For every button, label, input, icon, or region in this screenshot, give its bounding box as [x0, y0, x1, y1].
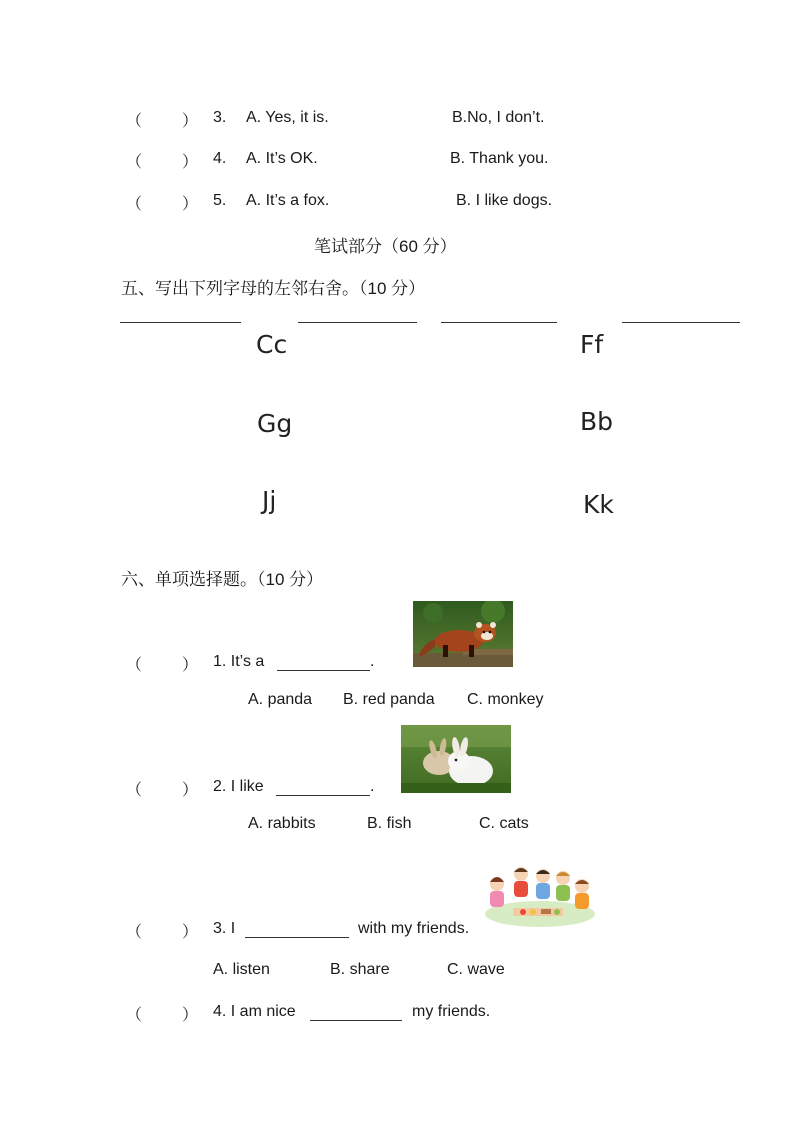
section-5-title: 五、写出下列字母的左邻右舍。（10 分）	[121, 279, 426, 298]
answer-line[interactable]	[622, 322, 740, 323]
answer-paren-close: ）	[182, 1007, 199, 1024]
question-number: 3.	[213, 109, 227, 126]
question-4-prefix: 4. I am nice	[213, 1003, 296, 1020]
answer-paren-close: ）	[182, 924, 199, 941]
question-number: 5.	[213, 192, 227, 209]
question-1-option-b: B. red panda	[343, 691, 435, 708]
question-1-option-c: C. monkey	[467, 691, 544, 708]
answer-paren-open: （	[126, 924, 143, 941]
question-4-blank[interactable]	[310, 1020, 402, 1021]
written-part-title: 笔试部分（60 分）	[314, 237, 457, 256]
option-a: A. It’s a fox.	[246, 192, 330, 209]
question-1-option-a: A. panda	[248, 691, 313, 708]
option-b: B. I like dogs.	[456, 192, 553, 209]
question-number: 4.	[213, 150, 227, 167]
option-a: A. Yes, it is.	[246, 109, 329, 126]
question-2-option-c: C. cats	[479, 815, 529, 832]
answer-paren-close: ）	[182, 657, 199, 674]
answer-line[interactable]	[298, 322, 417, 323]
option-b: B.No, I don’t.	[452, 109, 545, 126]
answer-line[interactable]	[441, 322, 557, 323]
question-1-prefix: 1. It’s a	[213, 653, 265, 670]
letter-pair-ff: Ff	[580, 330, 604, 359]
rabbits-photo	[401, 725, 511, 793]
question-2-blank[interactable]	[276, 795, 370, 796]
letter-pair-bb: Bb	[580, 407, 614, 436]
answer-paren-close: ）	[182, 782, 199, 799]
letter-pair-cc: Cc	[256, 330, 288, 359]
answer-paren-close: ）	[182, 113, 199, 130]
question-3-suffix: with my friends.	[358, 920, 470, 937]
question-2-option-a: A. rabbits	[248, 815, 316, 832]
answer-paren-open: （	[126, 657, 143, 674]
answer-line[interactable]	[120, 322, 241, 323]
question-3-option-a: A. listen	[213, 961, 270, 978]
question-1-blank[interactable]	[277, 670, 370, 671]
answer-paren-open: （	[126, 196, 143, 213]
letter-pair-kk: Kk	[583, 490, 614, 519]
question-2-option-b: B. fish	[367, 815, 412, 832]
question-2-prefix: 2. I like	[213, 778, 264, 795]
red-panda-photo	[413, 601, 513, 667]
letter-pair-gg: Gg	[257, 409, 293, 438]
question-1-suffix: .	[370, 653, 375, 670]
question-3-option-c: C. wave	[447, 961, 505, 978]
answer-paren-open: （	[126, 154, 143, 171]
answer-paren-open: （	[126, 113, 143, 130]
answer-paren-open: （	[126, 782, 143, 799]
answer-paren-close: ）	[182, 196, 199, 213]
question-4-suffix: my friends.	[412, 1003, 491, 1020]
question-2-suffix: .	[370, 778, 375, 795]
kids-picnic-illustration	[483, 862, 597, 928]
letter-pair-jj: Jj	[262, 486, 277, 515]
option-b: B. Thank you.	[450, 150, 549, 167]
answer-paren-open: （	[126, 1007, 143, 1024]
question-3-blank[interactable]	[245, 937, 349, 938]
question-3-prefix: 3. I	[213, 920, 236, 937]
option-a: A. It’s OK.	[246, 150, 318, 167]
answer-paren-close: ）	[182, 154, 199, 171]
question-3-option-b: B. share	[330, 961, 390, 978]
section-6-title: 六、单项选择题。（10 分）	[121, 570, 324, 589]
